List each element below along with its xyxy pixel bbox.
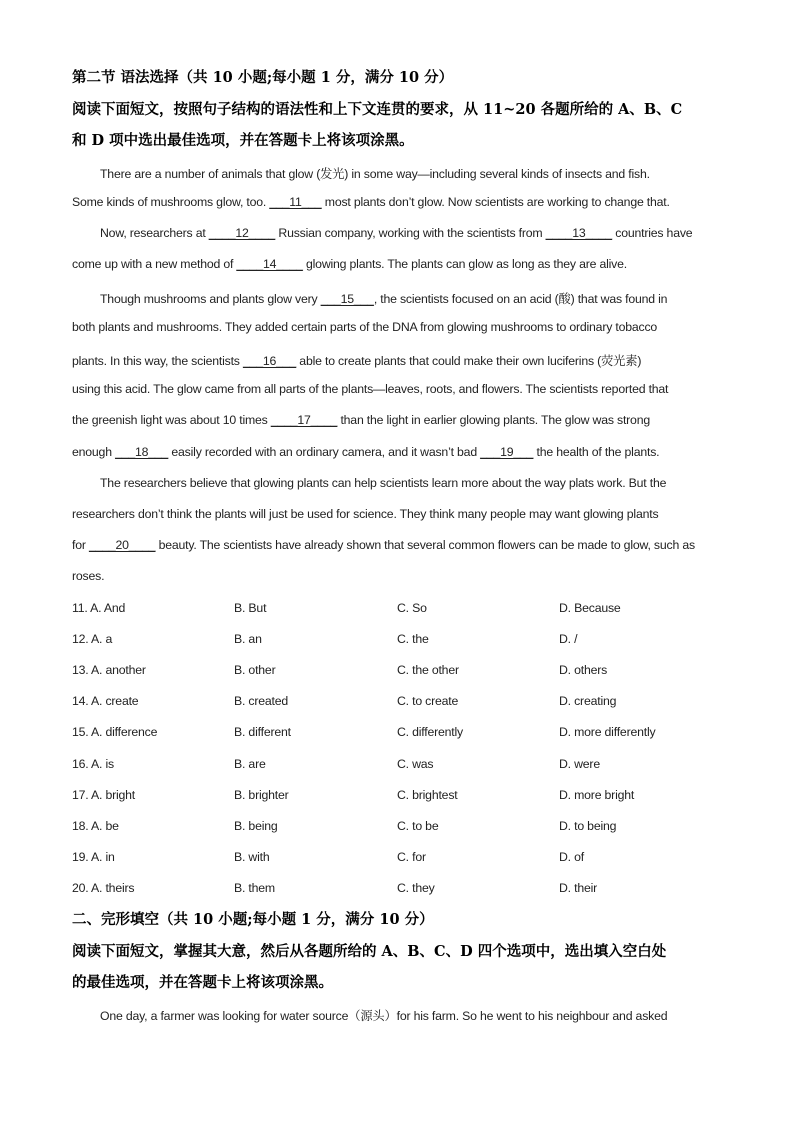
passage-line-6: both plants and mushrooms. They added certain parts of the DNA from glowing mushrooms to ordinary tobacco	[72, 320, 658, 334]
option-c[interactable]: C. the other	[397, 663, 459, 677]
option-b[interactable]: B. other	[234, 663, 276, 677]
option-d[interactable]: D. more bright	[559, 788, 635, 802]
cloze-passage-line-1: One day, a farmer was looking for water source（源头）for his farm. So he went to his neighbour and asked	[100, 1009, 668, 1023]
passage-text: beauty. The scientists have already shown that several common flowers can be made to glow, such as	[155, 538, 695, 552]
passage-text: Some kinds of mushrooms glow, too.	[72, 195, 270, 209]
option-c[interactable]: C. the	[397, 632, 429, 646]
option-b[interactable]: B. being	[234, 819, 278, 833]
passage-line-2	[72, 195, 670, 209]
passage-text: plants. In this way, the scientists	[72, 354, 243, 368]
option-d[interactable]: D. /	[559, 632, 578, 646]
option-d[interactable]: D. Because	[559, 601, 621, 615]
passage-line-3	[100, 226, 692, 240]
section-2-instruction-line-2: 和 D 项中选出最佳选项，并在答题卡上将该项涂黑。	[72, 132, 414, 149]
passage-text: countries have	[612, 226, 693, 240]
option-a[interactable]: 13. A. another	[72, 663, 146, 677]
option-a[interactable]: 19. A. in	[72, 850, 115, 864]
passage-line-13	[72, 538, 695, 552]
blank-12: ____12____	[208, 226, 276, 240]
blank-13: ____13____	[545, 226, 613, 240]
option-a[interactable]: 14. A. create	[72, 694, 139, 708]
passage-line-1: There are a number of animals that glow (发光) in some way—including several kinds of insects and fish.	[100, 167, 650, 181]
passage-line-4	[72, 257, 627, 271]
blank-20: ____20____	[88, 538, 156, 552]
option-b[interactable]: B. different	[234, 725, 291, 739]
option-b[interactable]: B. But	[234, 601, 267, 615]
passage-text: Russian company, working with the scientists from	[275, 226, 546, 240]
section-2-instruction-line-1: 阅读下面短文，按照句子结构的语法性和上下文连贯的要求，从 11~20 各题所给的 A、B、C	[72, 101, 683, 118]
passage-line-7	[72, 351, 641, 369]
passage-line-10	[72, 445, 659, 459]
option-a[interactable]: 17. A. bright	[72, 788, 136, 802]
cloze-section-title: 二、完形填空（共 10 小题;每小题 1 分，满分 10 分）	[72, 911, 434, 928]
blank-17: ____17____	[270, 413, 338, 427]
passage-text: than the light in earlier glowing plants. The glow was strong	[337, 413, 650, 427]
passage-line-9	[72, 413, 650, 427]
blank-18: ___18___	[115, 445, 169, 459]
passage-text: Though mushrooms and plants glow very	[100, 292, 321, 306]
passage-line-5	[100, 289, 667, 307]
option-d[interactable]: D. were	[559, 757, 600, 771]
option-b[interactable]: B. them	[234, 881, 275, 895]
passage-line-11: The researchers believe that glowing plants can help scientists learn more about the way plats work. But the	[100, 476, 667, 490]
blank-19: ___19___	[480, 445, 534, 459]
option-c[interactable]: C. brightest	[397, 788, 458, 802]
cloze-instruction-line-2: 的最佳选项，并在答题卡上将该项涂黑。	[72, 974, 333, 991]
option-a[interactable]: 12. A. a	[72, 632, 113, 646]
option-d[interactable]: D. creating	[559, 694, 617, 708]
option-b[interactable]: B. an	[234, 632, 262, 646]
blank-11: ___11___	[269, 195, 322, 209]
blank-16: ___16___	[242, 354, 297, 368]
passage-text: most plants don’t glow. Now scientists are working to change that.	[321, 195, 670, 209]
passage-text: enough	[72, 445, 116, 459]
blank-15: ___15___	[320, 292, 374, 306]
option-b[interactable]: B. are	[234, 757, 266, 771]
passage-text: the greenish light was about 10 times	[72, 413, 271, 427]
option-c[interactable]: C. they	[397, 881, 435, 895]
option-b[interactable]: B. with	[234, 850, 270, 864]
section-2-title: 第二节 语法选择（共 10 小题;每小题 1 分，满分 10 分）	[72, 69, 454, 86]
option-a[interactable]: 20. A. theirs	[72, 881, 135, 895]
option-d[interactable]: D. others	[559, 663, 608, 677]
option-b[interactable]: B. brighter	[234, 788, 289, 802]
passage-line-14: roses.	[72, 569, 105, 583]
option-b[interactable]: B. created	[234, 694, 289, 708]
cloze-instruction-line-1: 阅读下面短文，掌握其大意，然后从各题所给的 A、B、C、D 四个选项中，选出填入空白处	[72, 943, 667, 960]
passage-text: the health of the plants.	[533, 445, 660, 459]
option-a[interactable]: 16. A. is	[72, 757, 114, 771]
passage-text: glowing plants. The plants can glow as long as they are alive.	[302, 257, 627, 271]
passage-text: come up with a new method of	[72, 257, 237, 271]
passage-line-8: using this acid. The glow came from all parts of the plants—leaves, roots, and flowers. The scientists reported that	[72, 382, 669, 396]
option-c[interactable]: C. for	[397, 850, 426, 864]
option-d[interactable]: D. their	[559, 881, 598, 895]
blank-14: ____14____	[236, 257, 303, 271]
passage-text: easily recorded with an ordinary camera, and it wasn’t bad	[168, 445, 481, 459]
passage-text: able to create plants that could make their own luciferins (荧光素)	[296, 354, 642, 368]
option-c[interactable]: C. So	[397, 601, 427, 615]
passage-text: for	[72, 538, 89, 552]
passage-text: , the scientists focused on an acid (酸) that was found in	[373, 292, 668, 306]
option-a[interactable]: 11. A. And	[72, 601, 126, 615]
passage-text: Now, researchers at	[100, 226, 209, 240]
option-c[interactable]: C. differently	[397, 725, 464, 739]
option-d[interactable]: D. of	[559, 850, 584, 864]
option-a[interactable]: 15. A. difference	[72, 725, 158, 739]
option-a[interactable]: 18. A. be	[72, 819, 119, 833]
option-c[interactable]: C. was	[397, 757, 434, 771]
option-c[interactable]: C. to be	[397, 819, 439, 833]
option-d[interactable]: D. to being	[559, 819, 617, 833]
passage-line-12: researchers don’t think the plants will just be used for science. They think many people may want glowing plants	[72, 507, 659, 521]
option-d[interactable]: D. more differently	[559, 725, 656, 739]
option-c[interactable]: C. to create	[397, 694, 459, 708]
